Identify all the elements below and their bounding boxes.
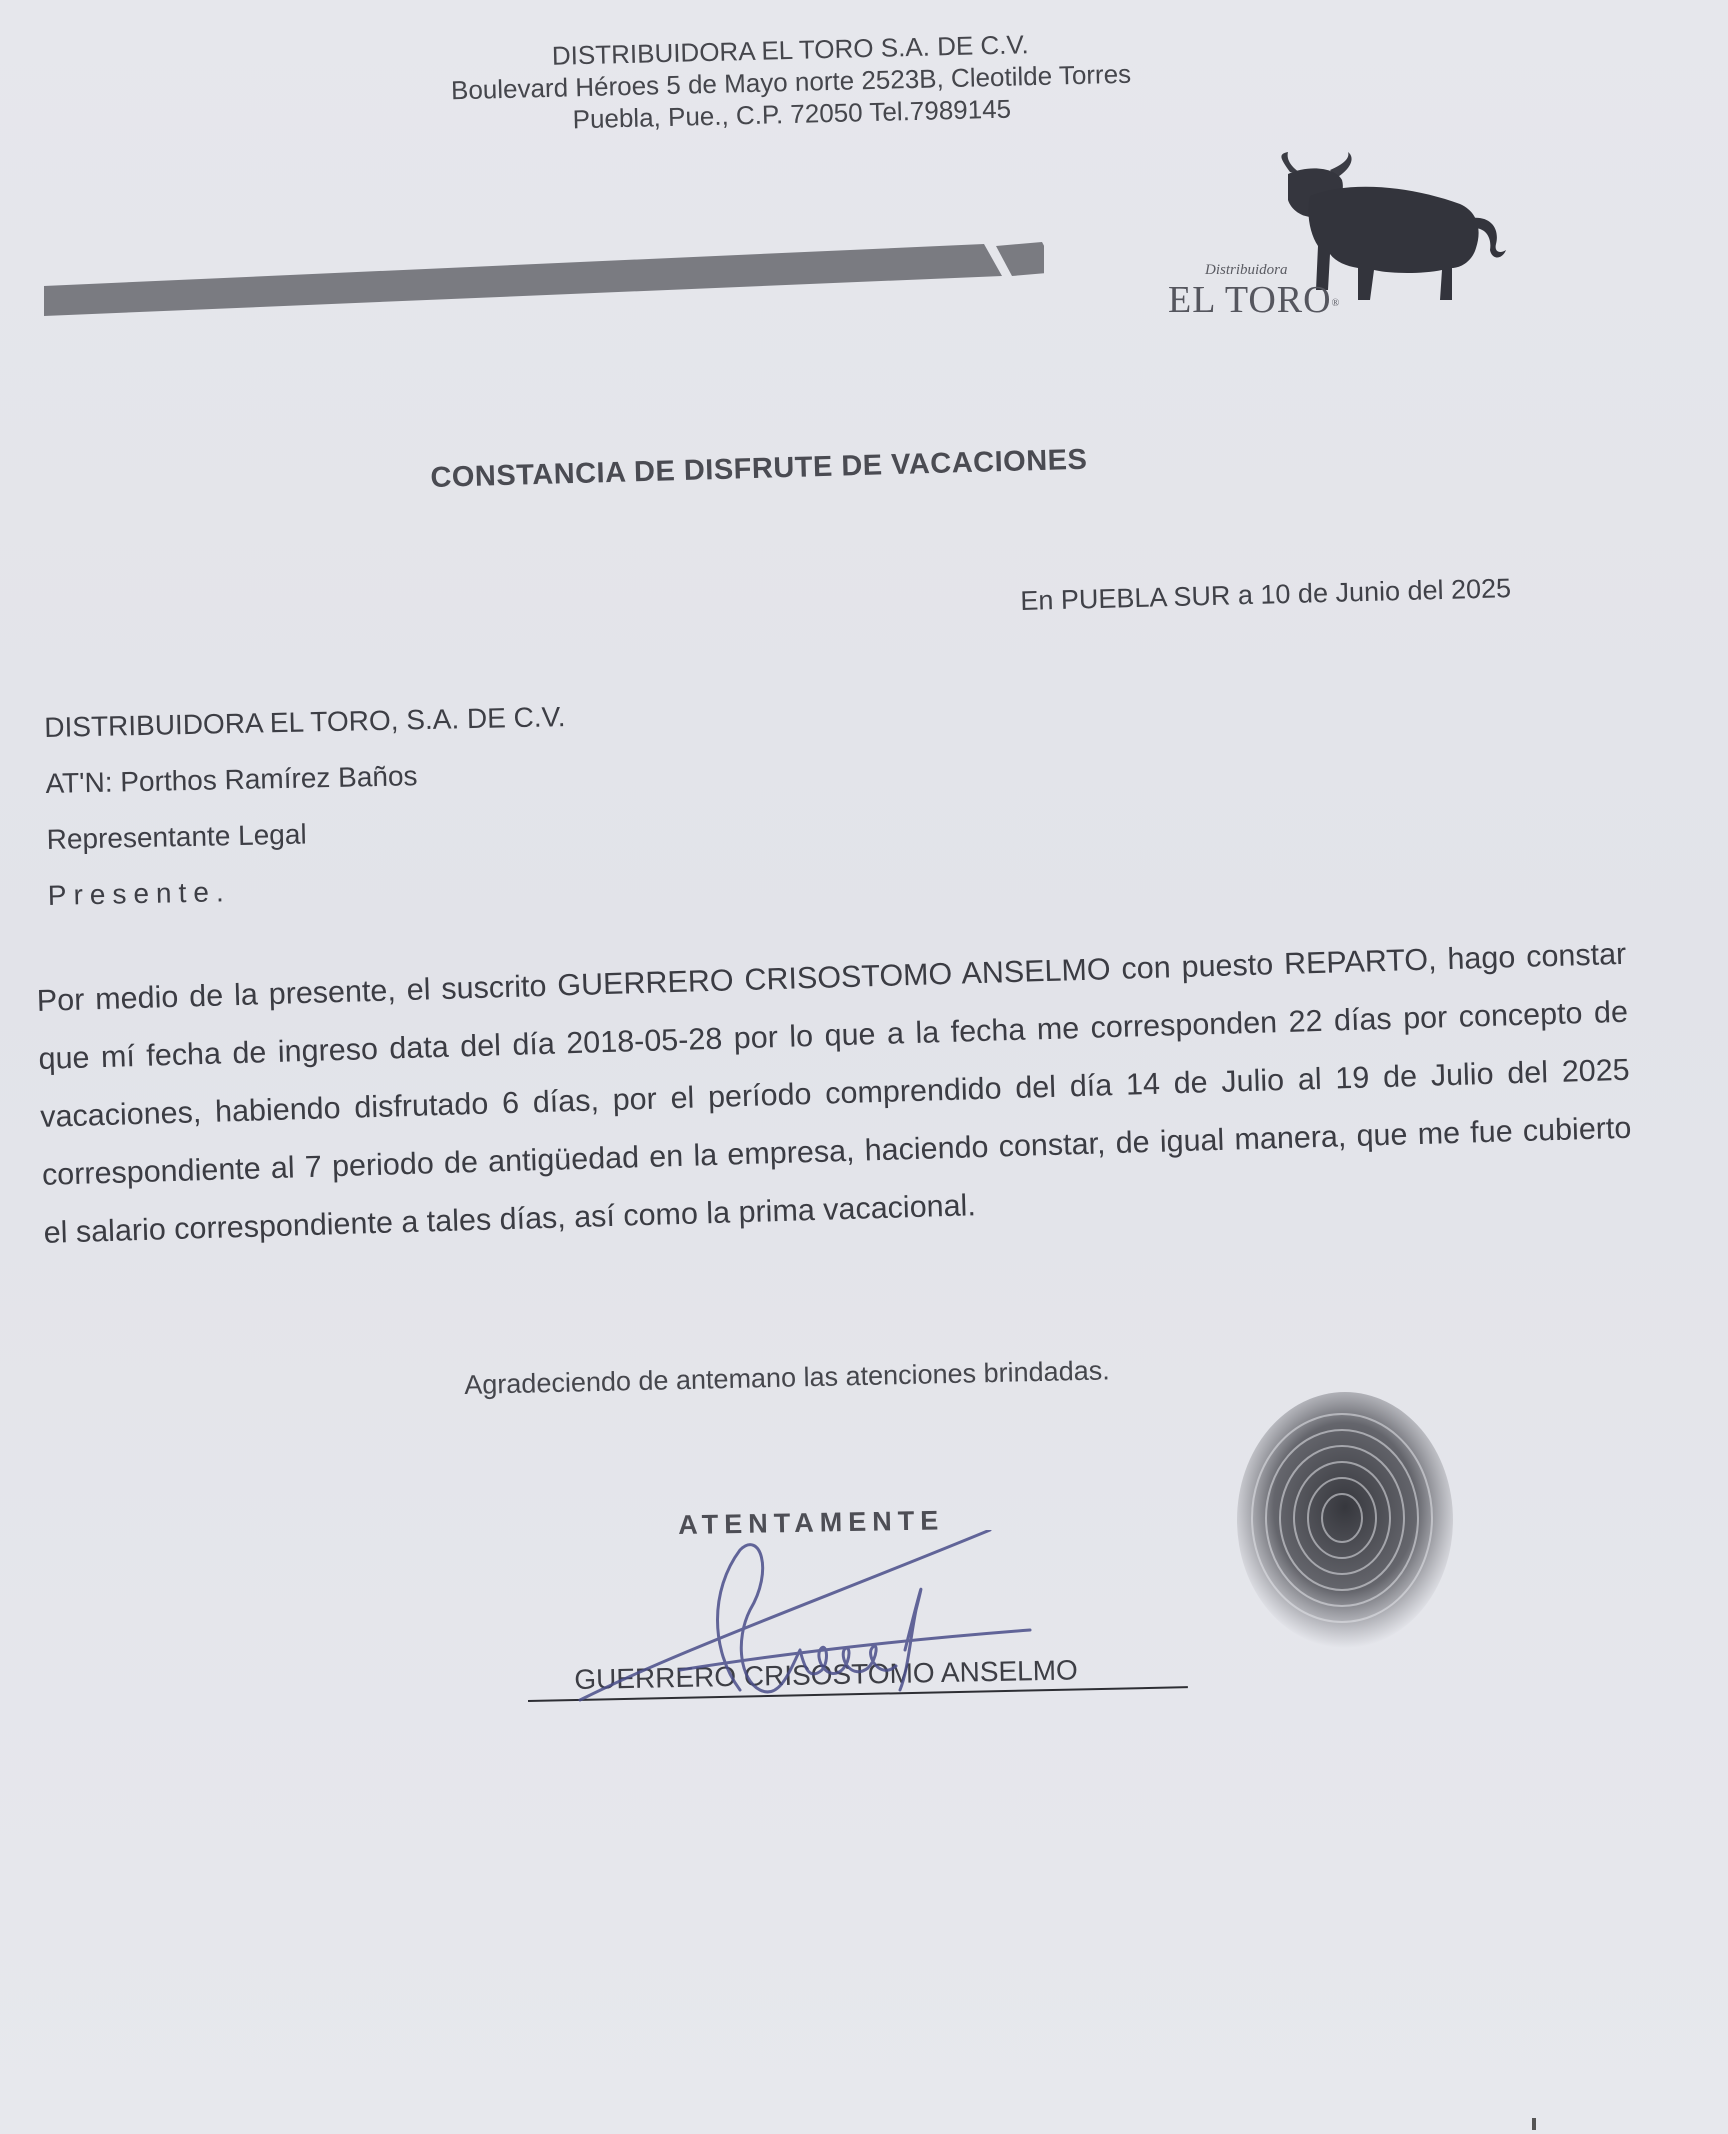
letterhead-company: DISTRIBUIDORA EL TORO S.A. DE C.V. — [551, 29, 1029, 71]
logo-small-text: Distribuidora — [1205, 262, 1288, 278]
signer-name: GUERRERO CRISOSTOMO ANSELMO — [574, 1654, 1079, 1695]
closing-line: Agradeciendo de antemano las atenciones brindadas. — [464, 1355, 1110, 1400]
date-line: En PUEBLA SUR a 10 de Junio del 2025 — [1020, 573, 1512, 616]
letterhead-city-phone: Puebla, Pue., C.P. 72050 Tel.7989145 — [572, 93, 1012, 135]
letterhead-decorative-bar — [44, 238, 1044, 318]
letterhead-address: Boulevard Héroes 5 de Mayo norte 2523B, Cleotilde Torres — [450, 58, 1132, 106]
recipient-presente: Presente. — [47, 876, 231, 911]
logo-wordmark: EL TORO — [1168, 279, 1332, 321]
logo-main-text — [1168, 278, 1340, 322]
document-title: CONSTANCIA DE DISFRUTE DE VACACIONES — [430, 443, 1088, 494]
atentamente-label: ATENTAMENTE — [678, 1505, 945, 1540]
scan-speck — [1532, 2118, 1536, 2130]
recipient-attention: AT'N: Porthos Ramírez Baños — [45, 760, 418, 799]
recipient-block — [44, 701, 570, 936]
registered-mark: ® — [1331, 297, 1341, 309]
body-paragraph: Por medio de la presente, el suscrito GUERRERO CRISOSTOMO ANSELMO con puesto REPARTO, hago constar que mí fecha de ingreso data del día 2018-05-28 por lo que a la fecha me corresponden 22 días por concepto de vacaciones, habiendo disfrutado 6 días, por el período comprendido del día 14 de Julio al 19 de Julio del 2025 correspondiente al 7 periodo de antigüedad en la empresa, haciendo constar, de igual manera, que me fue cubierto el salario correspondiente a tales días, así como la prima vacacional. — [36, 936, 1632, 1250]
recipient-role: Representante Legal — [46, 818, 307, 855]
fingerprint-mark — [1230, 1390, 1460, 1660]
letterhead — [380, 24, 1202, 140]
handwritten-signature — [560, 1530, 1060, 1730]
recipient-company: DISTRIBUIDORA EL TORO, S.A. DE C.V. — [44, 701, 566, 743]
